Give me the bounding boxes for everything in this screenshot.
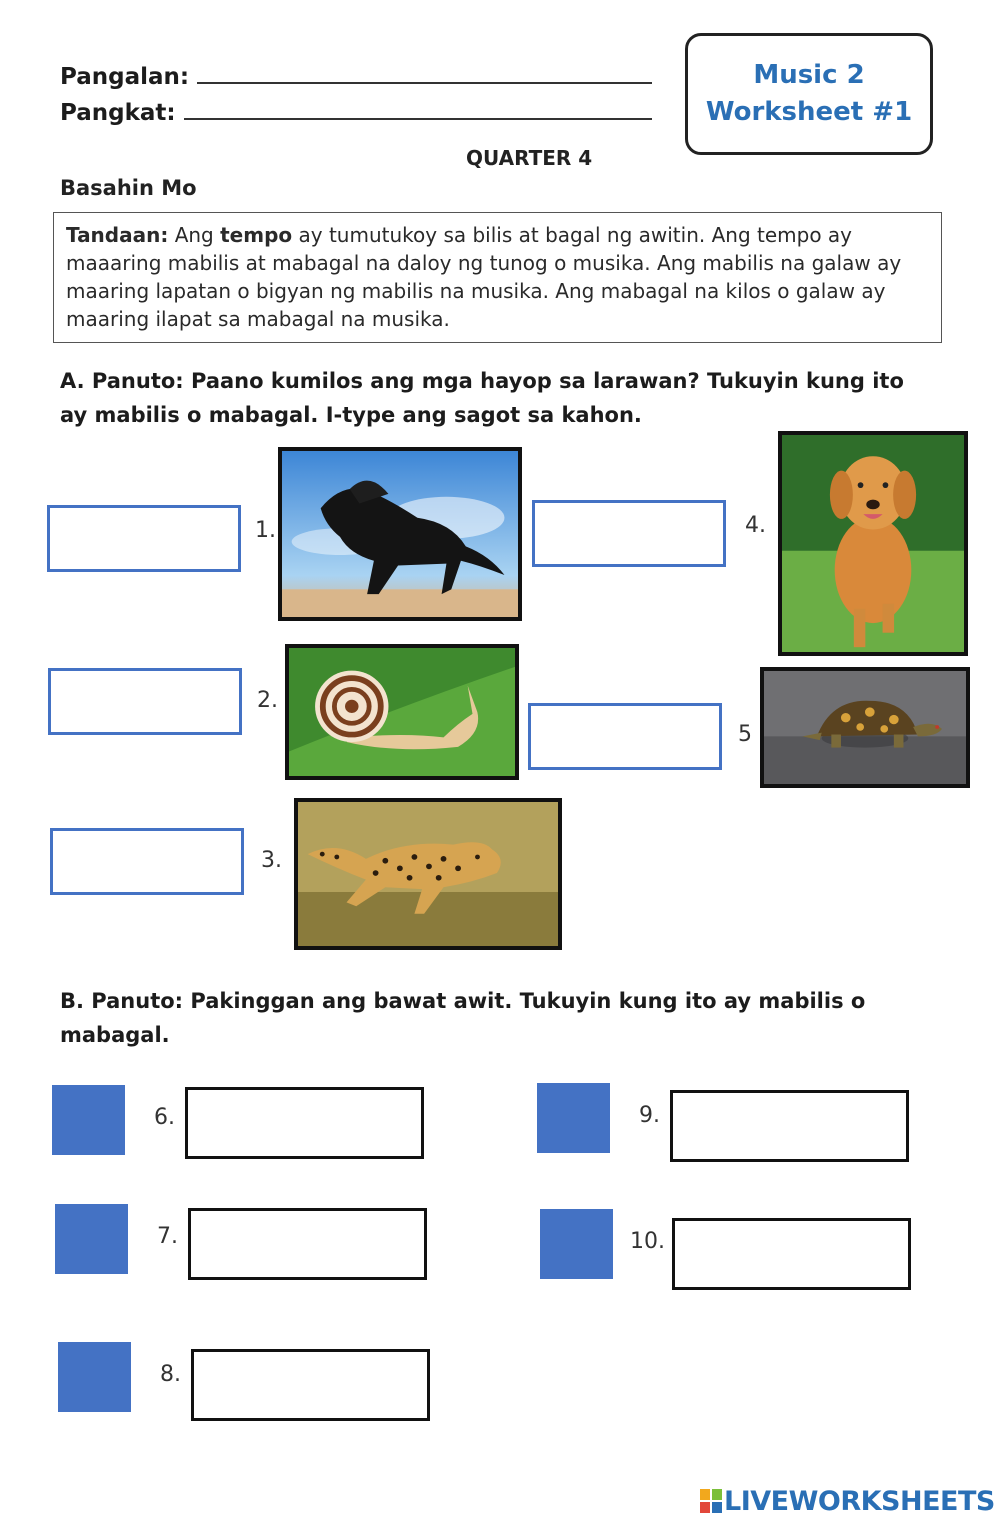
answer-box-5[interactable] xyxy=(528,703,722,770)
answer-box-9[interactable] xyxy=(670,1090,909,1162)
brand-text: LIVEWORKSHEETS xyxy=(724,1486,995,1517)
snail-image xyxy=(285,644,519,780)
audio-play-button-10[interactable] xyxy=(540,1209,613,1279)
liveworksheets-brand xyxy=(700,1486,995,1517)
worksheet-title-box xyxy=(685,33,933,155)
item-number-3: 3. xyxy=(261,848,282,873)
item-number-2: 2. xyxy=(257,688,278,713)
part-a-instruction xyxy=(60,364,940,432)
group-label: Pangkat: xyxy=(60,100,176,126)
name-line xyxy=(197,62,652,84)
part-a-instruction-line2: ay mabilis o mabagal. I-type ang sagot sa kahon. xyxy=(60,403,642,427)
tandaan-keyword: tempo xyxy=(220,223,293,247)
turtle-image xyxy=(760,667,970,788)
answer-box-10[interactable] xyxy=(672,1218,911,1290)
answer-box-6[interactable] xyxy=(185,1087,424,1159)
item-number-9: 9. xyxy=(639,1103,660,1128)
section-read-heading: Basahin Mo xyxy=(60,176,197,200)
answer-box-2[interactable] xyxy=(48,668,242,735)
name-label: Pangalan: xyxy=(60,64,190,90)
item-number-6: 6. xyxy=(154,1105,175,1130)
tandaan-lead: Tandaan: xyxy=(66,223,169,247)
liveworksheets-logo-icon xyxy=(700,1489,722,1513)
item-number-4: 4. xyxy=(745,513,766,538)
answer-box-8[interactable] xyxy=(191,1349,430,1421)
answer-box-3[interactable] xyxy=(50,828,244,895)
group-row xyxy=(60,98,652,126)
item-number-7: 7. xyxy=(157,1224,178,1249)
tandaan-box xyxy=(53,212,942,343)
part-b-instruction-line2: mabagal. xyxy=(60,1023,170,1047)
answer-box-4[interactable] xyxy=(532,500,726,567)
part-a-instruction-line1: A. Panuto: Paano kumilos ang mga hayop sa larawan? Tukuyin kung ito xyxy=(60,369,904,393)
tandaan-text-1: Ang xyxy=(168,223,221,247)
item-number-10: 10. xyxy=(630,1229,665,1254)
part-b-instruction xyxy=(60,984,940,1052)
audio-play-button-6[interactable] xyxy=(52,1085,125,1155)
dog-image xyxy=(778,431,968,656)
name-row xyxy=(60,62,652,90)
audio-play-button-8[interactable] xyxy=(58,1342,131,1412)
item-number-1: 1. xyxy=(255,518,276,543)
audio-play-button-9[interactable] xyxy=(537,1083,610,1153)
group-line xyxy=(184,98,652,120)
quarter-label: QUARTER 4 xyxy=(466,146,593,170)
worksheet-title-line1: Music 2 xyxy=(753,60,865,90)
audio-play-button-7[interactable] xyxy=(55,1204,128,1274)
horse-image xyxy=(278,447,522,621)
leopard-image xyxy=(294,798,562,950)
tandaan-text-2: ay tumutukoy sa bilis at bagal ng awitin. Ang tempo ay maaaring mabilis at mabagal na daloy ng tunog o musika. Ang mabilis na galaw ay maaring lapatan o bigyan ng mabilis na musika. Ang mabagal na kilos o galaw ay maaring ilapat sa mabagal na musika. xyxy=(66,223,902,331)
answer-box-7[interactable] xyxy=(188,1208,427,1280)
item-number-5: 5 xyxy=(738,722,752,747)
answer-box-1[interactable] xyxy=(47,505,241,572)
part-b-instruction-line1: B. Panuto: Pakinggan ang bawat awit. Tukuyin kung ito ay mabilis o xyxy=(60,989,866,1013)
worksheet-title-line2: Worksheet #1 xyxy=(705,97,913,127)
item-number-8: 8. xyxy=(160,1362,181,1387)
